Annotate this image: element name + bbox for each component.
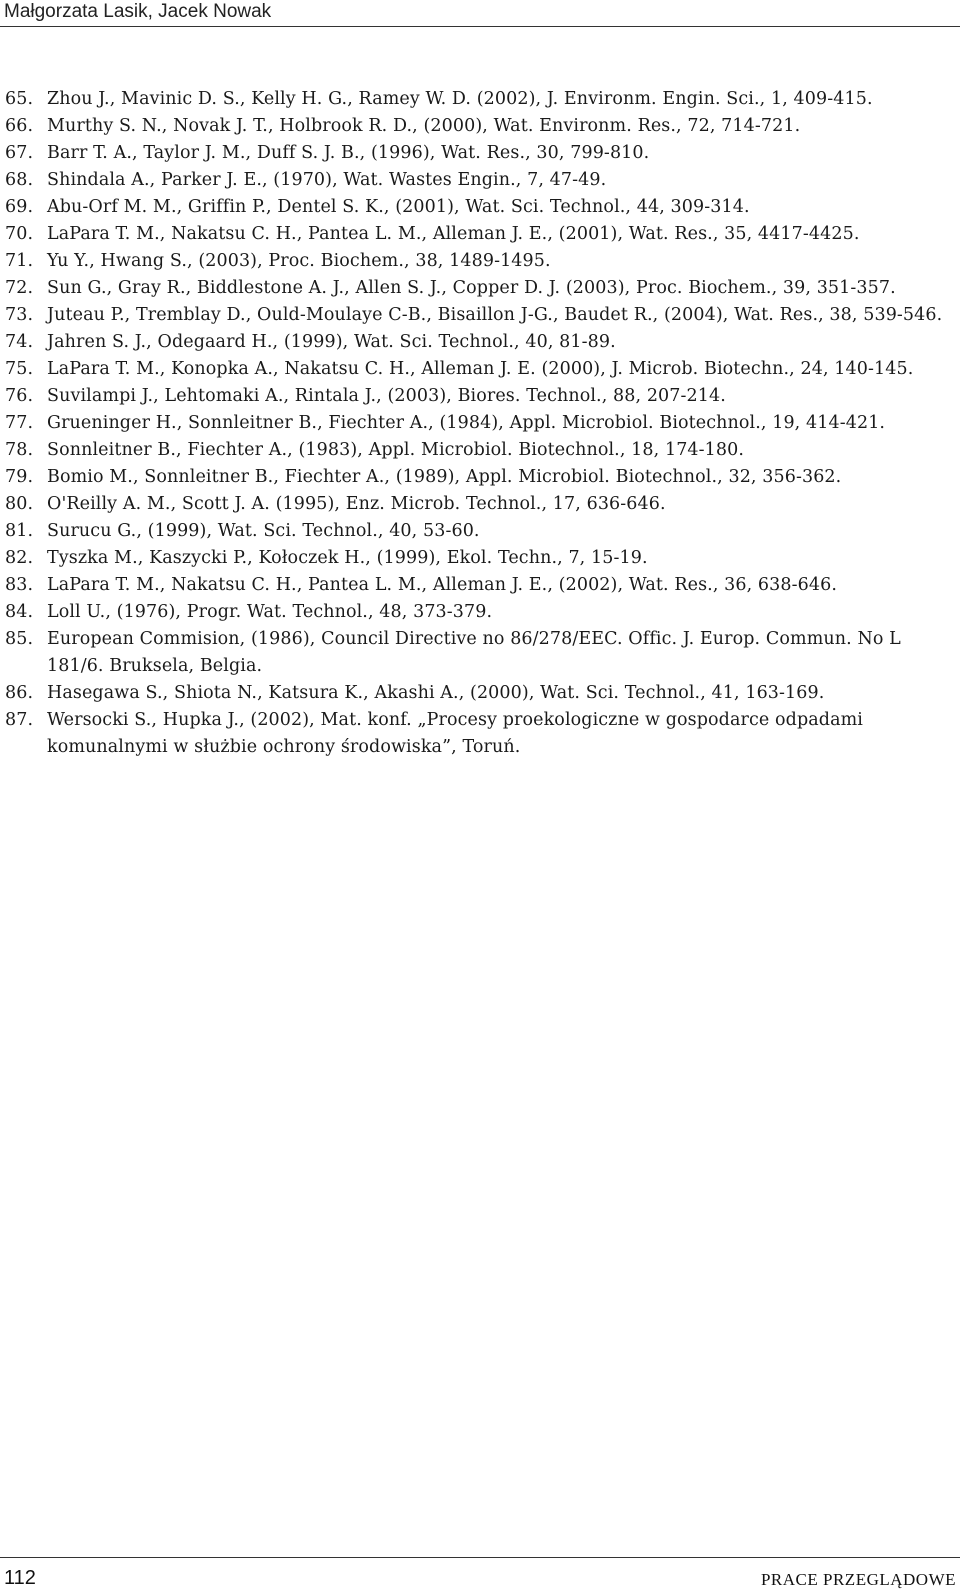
reference-text: Zhou J., Mavinic D. S., Kelly H. G., Ramey W. D. (2002), J. Environm. Engin. Sci., 1, 409-415. — [47, 89, 873, 109]
reference-number: 68. — [5, 170, 34, 190]
reference-number: 65. — [5, 89, 34, 109]
reference-text: LaPara T. M., Nakatsu C. H., Pantea L. M., Alleman J. E., (2002), Wat. Res., 36, 638-646. — [47, 575, 838, 595]
reference-item — [0, 626, 960, 680]
reference-text: Barr T. A., Taylor J. M., Duff S. J. B., (1996), Wat. Res., 30, 799-810. — [47, 143, 650, 163]
header-rule — [0, 26, 960, 27]
reference-text: Grueninger H., Sonnleitner B., Fiechter A., (1984), Appl. Microbiol. Biotechnol., 19, 414-421. — [47, 413, 886, 433]
reference-item — [0, 518, 960, 545]
reference-number: 82. — [5, 548, 34, 568]
reference-number: 71. — [5, 251, 34, 271]
reference-item — [0, 491, 960, 518]
reference-text: Sonnleitner B., Fiechter A., (1983), Appl. Microbiol. Biotechnol., 18, 174-180. — [47, 440, 745, 460]
reference-item — [0, 167, 960, 194]
reference-text: Tyszka M., Kaszycki P., Kołoczek H., (1999), Ekol. Techn., 7, 15-19. — [47, 548, 648, 568]
reference-text: Hasegawa S., Shiota N., Katsura K., Akashi A., (2000), Wat. Sci. Technol., 41, 163-169. — [47, 683, 825, 703]
reference-item — [0, 383, 960, 410]
reference-number: 85. — [5, 629, 34, 649]
reference-number: 87. — [5, 710, 34, 730]
reference-item — [0, 680, 960, 707]
reference-text: Jahren S. J., Odegaard H., (1999), Wat. Sci. Technol., 40, 81-89. — [47, 332, 616, 352]
reference-number: 81. — [5, 521, 34, 541]
reference-item — [0, 329, 960, 356]
reference-item — [0, 356, 960, 383]
reference-item — [0, 707, 960, 761]
reference-text: LaPara T. M., Nakatsu C. H., Pantea L. M., Alleman J. E., (2001), Wat. Res., 35, 4417-4425. — [47, 224, 860, 244]
reference-number: 72. — [5, 278, 34, 298]
reference-number: 84. — [5, 602, 34, 622]
reference-item — [0, 86, 960, 113]
reference-text: O'Reilly A. M., Scott J. A. (1995), Enz. Microb. Technol., 17, 636-646. — [47, 494, 666, 514]
reference-text: Juteau P., Tremblay D., Ould-Moulaye C-B., Bisaillon J-G., Baudet R., (2004), Wat. Res., 38, 539-546. — [47, 305, 943, 325]
reference-item — [0, 140, 960, 167]
reference-text: Abu-Orf M. M., Griffin P., Dentel S. K., (2001), Wat. Sci. Technol., 44, 309-314. — [47, 197, 750, 217]
reference-item — [0, 221, 960, 248]
page-number: 112 — [4, 1567, 36, 1589]
reference-item — [0, 599, 960, 626]
footer-rule — [0, 1557, 960, 1558]
reference-text: Loll U., (1976), Progr. Wat. Technol., 48, 373-379. — [47, 602, 493, 622]
reference-number: 78. — [5, 440, 34, 460]
reference-item — [0, 437, 960, 464]
reference-item — [0, 572, 960, 599]
reference-item — [0, 248, 960, 275]
reference-text: European Commision, (1986), Council Directive no 86/278/EEC. Offic. J. Europ. Commun. No L 181/6. Bruksela, Belgia. — [47, 629, 901, 676]
reference-number: 80. — [5, 494, 34, 514]
reference-number: 66. — [5, 116, 34, 136]
reference-number: 73. — [5, 305, 34, 325]
reference-text: LaPara T. M., Konopka A., Nakatsu C. H., Alleman J. E. (2000), J. Microb. Biotechn., 24, 140-145. — [47, 359, 914, 379]
reference-text: Yu Y., Hwang S., (2003), Proc. Biochem., 38, 1489-1495. — [47, 251, 551, 271]
reference-number: 83. — [5, 575, 34, 595]
reference-number: 74. — [5, 332, 34, 352]
reference-text: Sun G., Gray R., Biddlestone A. J., Allen S. J., Copper D. J. (2003), Proc. Biochem., 39, 351-357. — [47, 278, 896, 298]
reference-item — [0, 275, 960, 302]
reference-item — [0, 464, 960, 491]
reference-number: 70. — [5, 224, 34, 244]
reference-number: 67. — [5, 143, 34, 163]
reference-number: 75. — [5, 359, 34, 379]
reference-text: Wersocki S., Hupka J., (2002), Mat. konf. „Procesy proekologiczne w gospodarce odpadami komunalnymi w służbie ochrony środowiska”, Toruń. — [47, 710, 864, 757]
reference-list — [0, 86, 960, 761]
reference-text: Suvilampi J., Lehtomaki A., Rintala J., (2003), Biores. Technol., 88, 207-214. — [47, 386, 726, 406]
reference-number: 69. — [5, 197, 34, 217]
reference-text: Shindala A., Parker J. E., (1970), Wat. Wastes Engin., 7, 47-49. — [47, 170, 607, 190]
reference-item — [0, 302, 960, 329]
reference-text: Bomio M., Sonnleitner B., Fiechter A., (1989), Appl. Microbiol. Biotechnol., 32, 356-362. — [47, 467, 842, 487]
reference-number: 77. — [5, 413, 34, 433]
section-name: PRACE PRZEGLĄDOWE — [760, 1570, 956, 1589]
reference-text: Surucu G., (1999), Wat. Sci. Technol., 40, 53-60. — [47, 521, 480, 541]
reference-number: 76. — [5, 386, 34, 406]
reference-item — [0, 545, 960, 572]
reference-number: 79. — [5, 467, 34, 487]
running-header-authors: Małgorzata Lasik, Jacek Nowak — [4, 1, 272, 22]
reference-item — [0, 194, 960, 221]
reference-item — [0, 410, 960, 437]
reference-item — [0, 113, 960, 140]
reference-number: 86. — [5, 683, 34, 703]
reference-text: Murthy S. N., Novak J. T., Holbrook R. D., (2000), Wat. Environm. Res., 72, 714-721. — [47, 116, 801, 136]
